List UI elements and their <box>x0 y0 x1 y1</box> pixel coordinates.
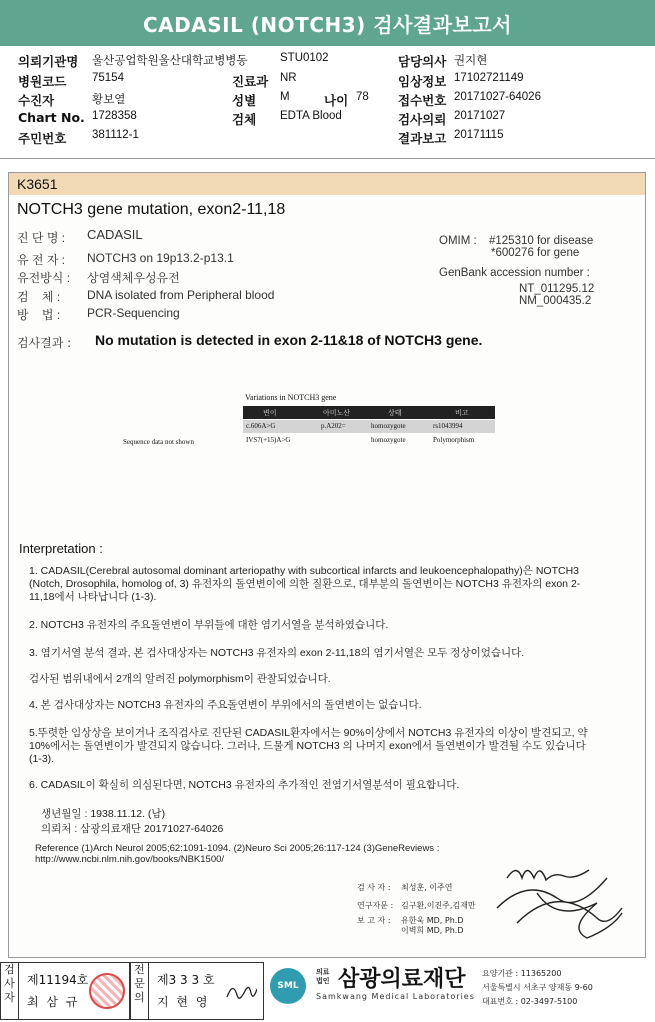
staff-value: 유한욱 MD, Ph.D <box>401 916 464 925</box>
info-label: 담당의사 <box>398 54 447 69</box>
table-cell: homozygote <box>371 436 406 444</box>
field-value: NOTCH3 on 19p13.2-p13.1 <box>87 251 234 265</box>
info-label: 결과보고 <box>398 131 447 146</box>
info-value: M <box>280 91 290 103</box>
field-value: 상염색체우성유전 <box>87 271 180 285</box>
examiner-box <box>0 962 130 1020</box>
org-info: 서울특별시 서초구 양재동 9-60 <box>482 983 593 992</box>
info-label: 의뢰기관명 <box>18 54 79 69</box>
info-value: 78 <box>356 91 369 103</box>
info-label: 검사의뢰 <box>398 112 447 127</box>
test-code-bar <box>9 173 645 195</box>
patient-info <box>0 48 655 158</box>
omim-label: OMIM : <box>439 235 477 247</box>
info-value: 1728358 <box>92 110 137 122</box>
seal-icon <box>89 973 125 1009</box>
specialist-label: 전문의 <box>131 963 149 1019</box>
field-label: 방 법 : <box>17 308 61 322</box>
org-english-name: Samkwang Medical Laboratories <box>316 992 475 1001</box>
requester: 의뢰처 : 삼광의료재단 20171027-64026 <box>41 823 224 835</box>
org-info: 요양기관 : 11365200 <box>482 969 562 978</box>
info-value: 17102721149 <box>454 72 524 84</box>
info-row <box>0 52 655 71</box>
specialist-name: 지 현 영 <box>157 995 210 1009</box>
info-value: 황보열 <box>92 94 126 106</box>
interpretation-paragraph: 3. 염기서열 분석 결과, 본 검사대상자는 NOTCH3 유전자의 exon 2-11,18의 염기서열은 모두 정상이었습니다. <box>29 647 525 659</box>
col-header: 상태 <box>388 409 402 417</box>
variations-title: Variations in NOTCH3 gene <box>245 393 337 402</box>
birth-date: 생년월일 : 1938.11.12. (남) <box>41 808 166 820</box>
reference-url: http://www.ncbi.nlm.nih.gov/books/NBK1500/ <box>35 854 225 865</box>
org-name: 삼광의료재단 <box>338 967 466 992</box>
staff-value: 김구환,이진주,김재만 <box>401 901 476 910</box>
specialist-license: 제3 3 3 호 <box>157 973 215 987</box>
genbank-label: GenBank accession number : <box>439 267 590 279</box>
table-cell: rs1043994 <box>433 422 463 430</box>
interpretation-paragraph: 4. 본 검사대상자는 NOTCH3 유전자의 주요돌연변이 부위에서의 돌연변이는 없습니다. <box>29 699 422 711</box>
table-cell: c.606A>G <box>246 422 276 430</box>
specialist-box <box>130 962 264 1020</box>
diagnosis-value: CADASIL <box>87 227 143 242</box>
interpretation-paragraph: 5.뚜렷한 임상상을 보이거나 조직검사로 진단된 CADASIL환자에서는 90%이상에서 NOTCH3 유전자의 이상이 발견되고, 약 10%에서는 돌연변이가 발견되지 않습니다. 그러나, 드물게 NOTCH3 의 나머지 exon에서 돌연변이가 발견될 수도 있습니다 (1-3). <box>29 727 588 765</box>
info-value: 울산공업학원울산대학교병병동 <box>92 55 248 67</box>
sml-logo-icon <box>270 968 306 1004</box>
table-cell: Polymorphism <box>433 436 475 444</box>
info-value: STU0102 <box>280 52 329 64</box>
staff-value: 이벽희 MD, Ph.D <box>401 926 464 935</box>
staff-label: 보 고 자 : <box>357 916 391 925</box>
genbank-acc: NM_000435.2 <box>519 295 592 307</box>
interpretation-paragraph: 6. CADASIL이 확실히 의심된다면, NOTCH3 유전자의 추가적인 전염기서열분석이 필요합니다. <box>29 779 460 791</box>
field-label: 유 전 자 : <box>17 253 66 267</box>
examiner-label: 검사자 <box>1 963 19 1019</box>
col-header: 비고 <box>455 409 469 417</box>
info-label: Chart No. <box>18 110 85 125</box>
test-code: K3651 <box>17 176 58 192</box>
info-row <box>0 72 655 91</box>
table-cell: IVS7(+15)A>G <box>246 436 291 444</box>
info-value: 권지현 <box>454 55 488 67</box>
info-label: 검체 <box>232 112 257 127</box>
staff-label: 연구자문 : <box>357 901 394 910</box>
interpretation-paragraph: 2. NOTCH3 유전자의 주요돌연변이 부위들에 대한 염기서열을 분석하였습니다. <box>29 619 389 631</box>
sequence-note: Sequence data not shown <box>123 438 194 446</box>
info-row <box>0 129 655 148</box>
col-header: 아미노산 <box>323 409 351 417</box>
interpretation-title: Interpretation : <box>19 541 103 556</box>
info-label: 접수번호 <box>398 93 447 108</box>
staff-label: 검 사 자 : <box>357 883 391 892</box>
info-label: 나이 <box>324 93 349 108</box>
info-value: 20171115 <box>454 129 504 141</box>
field-label: 검 체 : <box>17 290 61 304</box>
divider <box>0 158 655 159</box>
col-header: 변이 <box>263 409 277 417</box>
omim-gene: *600276 for gene <box>491 247 580 259</box>
examiner-name: 최 삼 규 <box>27 995 80 1009</box>
interpretation-paragraph: 검사된 범위내에서 2개의 알려진 polymorphism이 관찰되었습니다. <box>29 673 331 685</box>
logo-text: SML <box>277 981 299 991</box>
genbank-acc: NT_011295.12 <box>519 283 595 295</box>
omim-disease: #125310 for disease <box>489 235 594 247</box>
info-row <box>0 110 655 129</box>
info-label: 진료과 <box>232 74 269 89</box>
field-label: 유전방식 : <box>17 271 71 285</box>
report-title-text: CADASIL (NOTCH3) 검사결과보고서 <box>143 12 512 37</box>
info-row <box>0 91 655 110</box>
table-cell: p.A202= <box>321 422 346 430</box>
field-value: DNA isolated from Peripheral blood <box>87 288 275 302</box>
variations-table <box>243 406 495 454</box>
info-value: 20171027-64026 <box>454 91 541 103</box>
info-value: 381112-1 <box>92 129 139 141</box>
signature-icon <box>223 977 257 1009</box>
info-label: 수진자 <box>18 93 55 108</box>
staff-value: 최성훈, 이주연 <box>401 883 453 892</box>
info-value: 75154 <box>92 72 124 84</box>
info-label: 병원코드 <box>18 74 67 89</box>
variations-header <box>243 406 495 419</box>
report-title <box>0 0 655 46</box>
info-value: EDTA Blood <box>280 110 342 122</box>
result-label: 검사결과 : <box>17 336 72 350</box>
interpretation-paragraph: 1. CADASIL(Cerebral autosomal dominant arteriopathy with subcortical infarcts and leukoencephalopathy)은 NOTCH3 (Notch, Drosophila, homolog of, 3) 유전자의 돌연변이에 의한 질환으로, 대부분의 돌연변이는 NOTCH3 유전자의 exon 2-11,18에서 나타납니다 (1-3). <box>29 565 581 603</box>
test-name: NOTCH3 gene mutation, exon2-11,18 <box>17 201 286 218</box>
report-card <box>8 172 646 958</box>
field-label: 진 단 명 : <box>17 231 66 245</box>
field-value: PCR-Sequencing <box>87 306 180 320</box>
org-info: 대표번호 : 02-3497-5100 <box>482 997 578 1006</box>
info-value: 20171027 <box>454 110 506 122</box>
info-label: 임상정보 <box>398 74 447 89</box>
info-value: NR <box>280 72 297 84</box>
info-label: 성별 <box>232 93 257 108</box>
result-value: No mutation is detected in exon 2-11&18 of NOTCH3 gene. <box>95 332 483 348</box>
signature-icon <box>487 853 637 943</box>
reference: Reference (1)Arch Neurol 2005;62:1091-1094. (2)Neuro Sci 2005;26:117-124 (3)GeneReviews : <box>35 843 440 854</box>
examiner-license: 제11194호 <box>27 973 89 987</box>
footer <box>0 962 655 1020</box>
table-cell: homozygote <box>371 422 406 430</box>
org-type: 의료법인 <box>316 968 330 985</box>
info-label: 주민번호 <box>18 131 67 146</box>
